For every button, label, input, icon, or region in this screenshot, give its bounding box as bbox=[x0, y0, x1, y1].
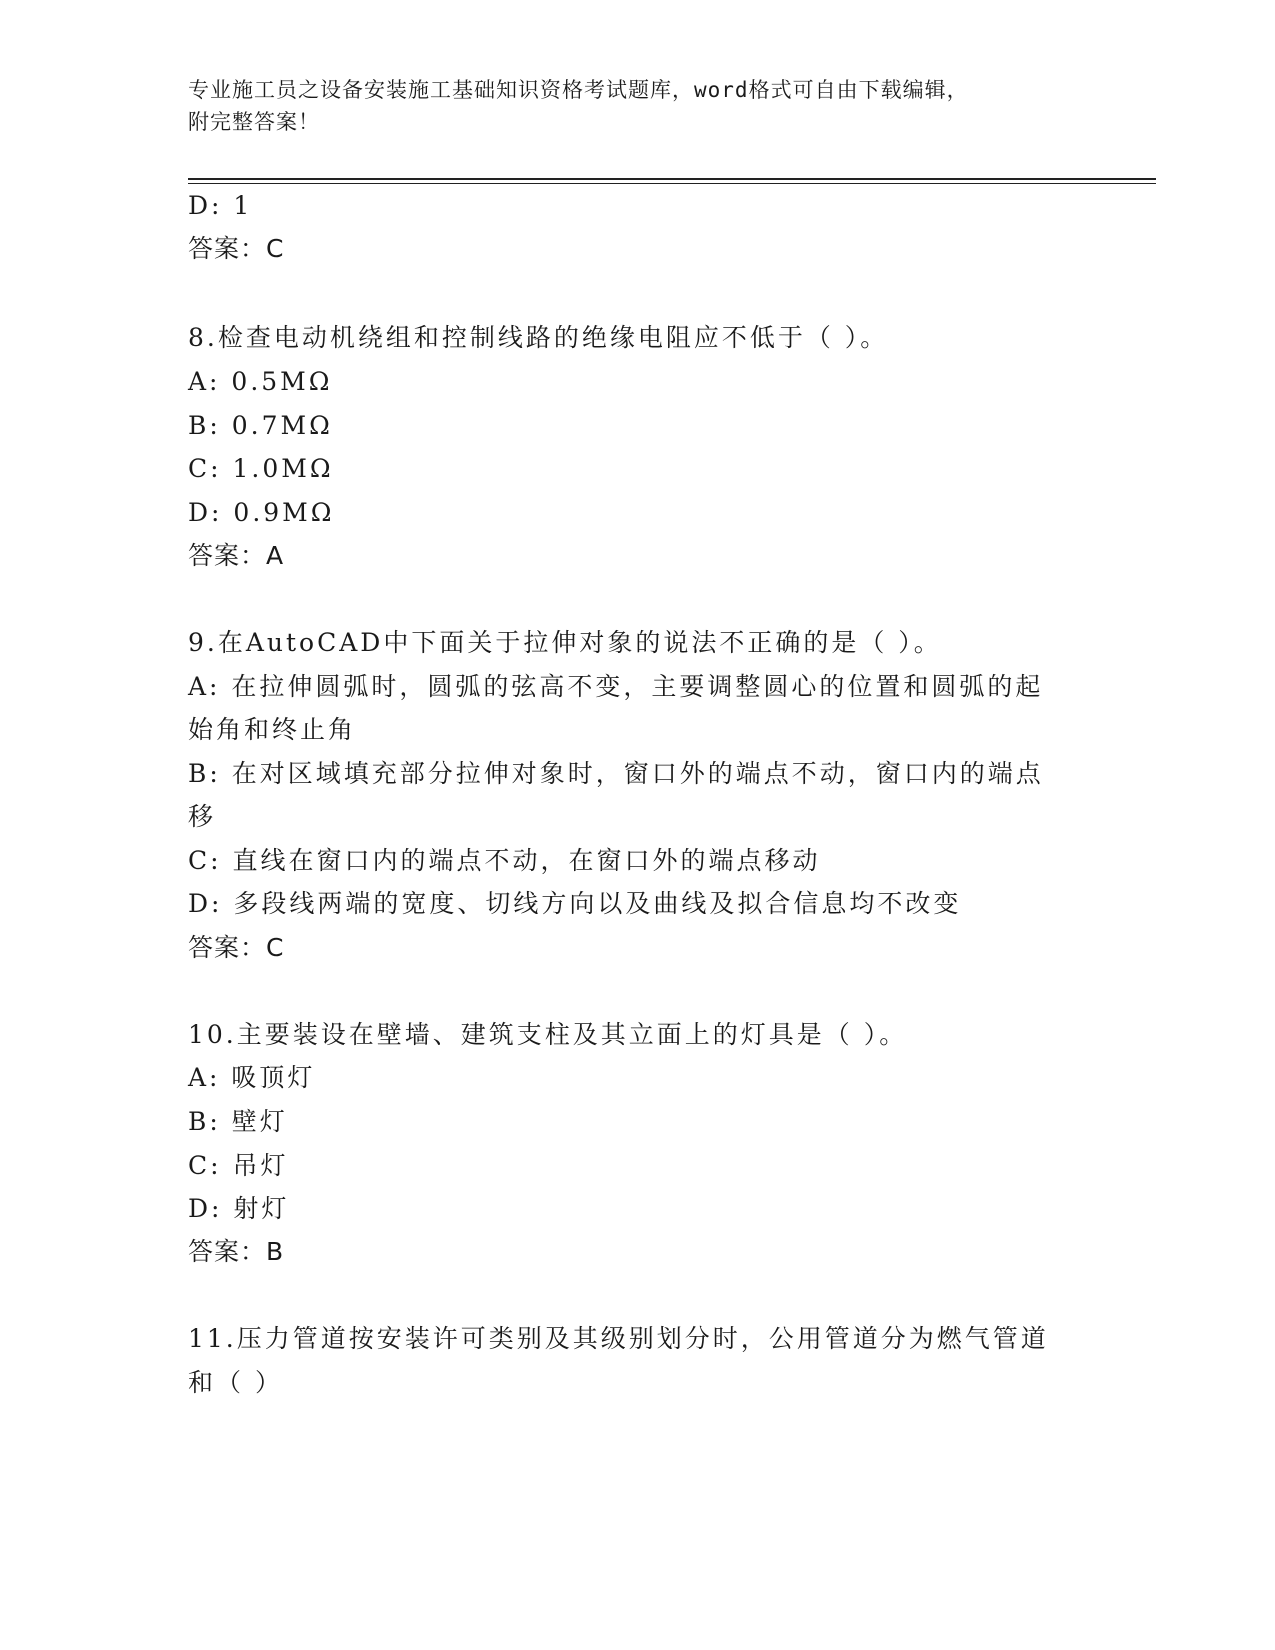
q10-option-b: B: 壁灯 bbox=[188, 1107, 288, 1136]
q10-option-c: C: 吊灯 bbox=[188, 1151, 289, 1180]
prev-option-d: D: 1 bbox=[188, 191, 253, 220]
q8-option-a: A: 0.5MΩ bbox=[188, 367, 333, 396]
header-title-line-1: 专业施工员之设备安装施工基础知识资格考试题库，word格式可自由下载编辑， bbox=[188, 78, 969, 102]
q9-option-b-line-1: B: 在对区域填充部分拉伸对象时，窗口外的端点不动，窗口内的端点 bbox=[188, 759, 1044, 788]
q9-stem: 9.在AutoCAD中下面关于拉伸对象的说法不正确的是（ ）。 bbox=[188, 628, 942, 657]
q11-stem-line-1: 11.压力管道按安装许可类别及其级别划分时，公用管道分为燃气管道 bbox=[188, 1324, 1049, 1353]
q10-stem: 10.主要装设在壁墙、建筑支柱及其立面上的灯具是（ ）。 bbox=[188, 1020, 908, 1049]
q8-option-b: B: 0.7MΩ bbox=[188, 411, 333, 440]
q10-answer: 答案：B bbox=[188, 1237, 285, 1266]
q8-option-c: C: 1.0MΩ bbox=[188, 454, 334, 483]
q9-option-c: C: 直线在窗口内的端点不动，在窗口外的端点移动 bbox=[188, 846, 821, 875]
q8-option-d: D: 0.9MΩ bbox=[188, 498, 335, 527]
q10-option-a: A: 吸顶灯 bbox=[188, 1063, 316, 1092]
prev-answer: 答案：C bbox=[188, 234, 285, 263]
q8-answer: 答案：A bbox=[188, 541, 285, 570]
header-rule-thin bbox=[188, 183, 1156, 184]
q8-stem: 8.检查电动机绕组和控制线路的绝缘电阻应不低于（ ）。 bbox=[188, 323, 889, 352]
q9-option-a-line-2: 始角和终止角 bbox=[188, 715, 357, 744]
header-rule-thick bbox=[188, 178, 1156, 180]
document-header bbox=[188, 74, 1088, 138]
q9-option-b-line-2: 移 bbox=[188, 802, 217, 831]
q9-option-d: D: 多段线两端的宽度、切线方向以及曲线及拟合信息均不改变 bbox=[188, 889, 962, 918]
q10-option-d: D: 射灯 bbox=[188, 1194, 290, 1223]
header-title-line-2: 附完整答案！ bbox=[188, 110, 320, 134]
q11-stem-line-2: 和（ ） bbox=[188, 1368, 283, 1397]
q9-answer: 答案：C bbox=[188, 933, 285, 962]
q9-option-a-line-1: A: 在拉伸圆弧时，圆弧的弦高不变，主要调整圆心的位置和圆弧的起 bbox=[188, 672, 1044, 701]
